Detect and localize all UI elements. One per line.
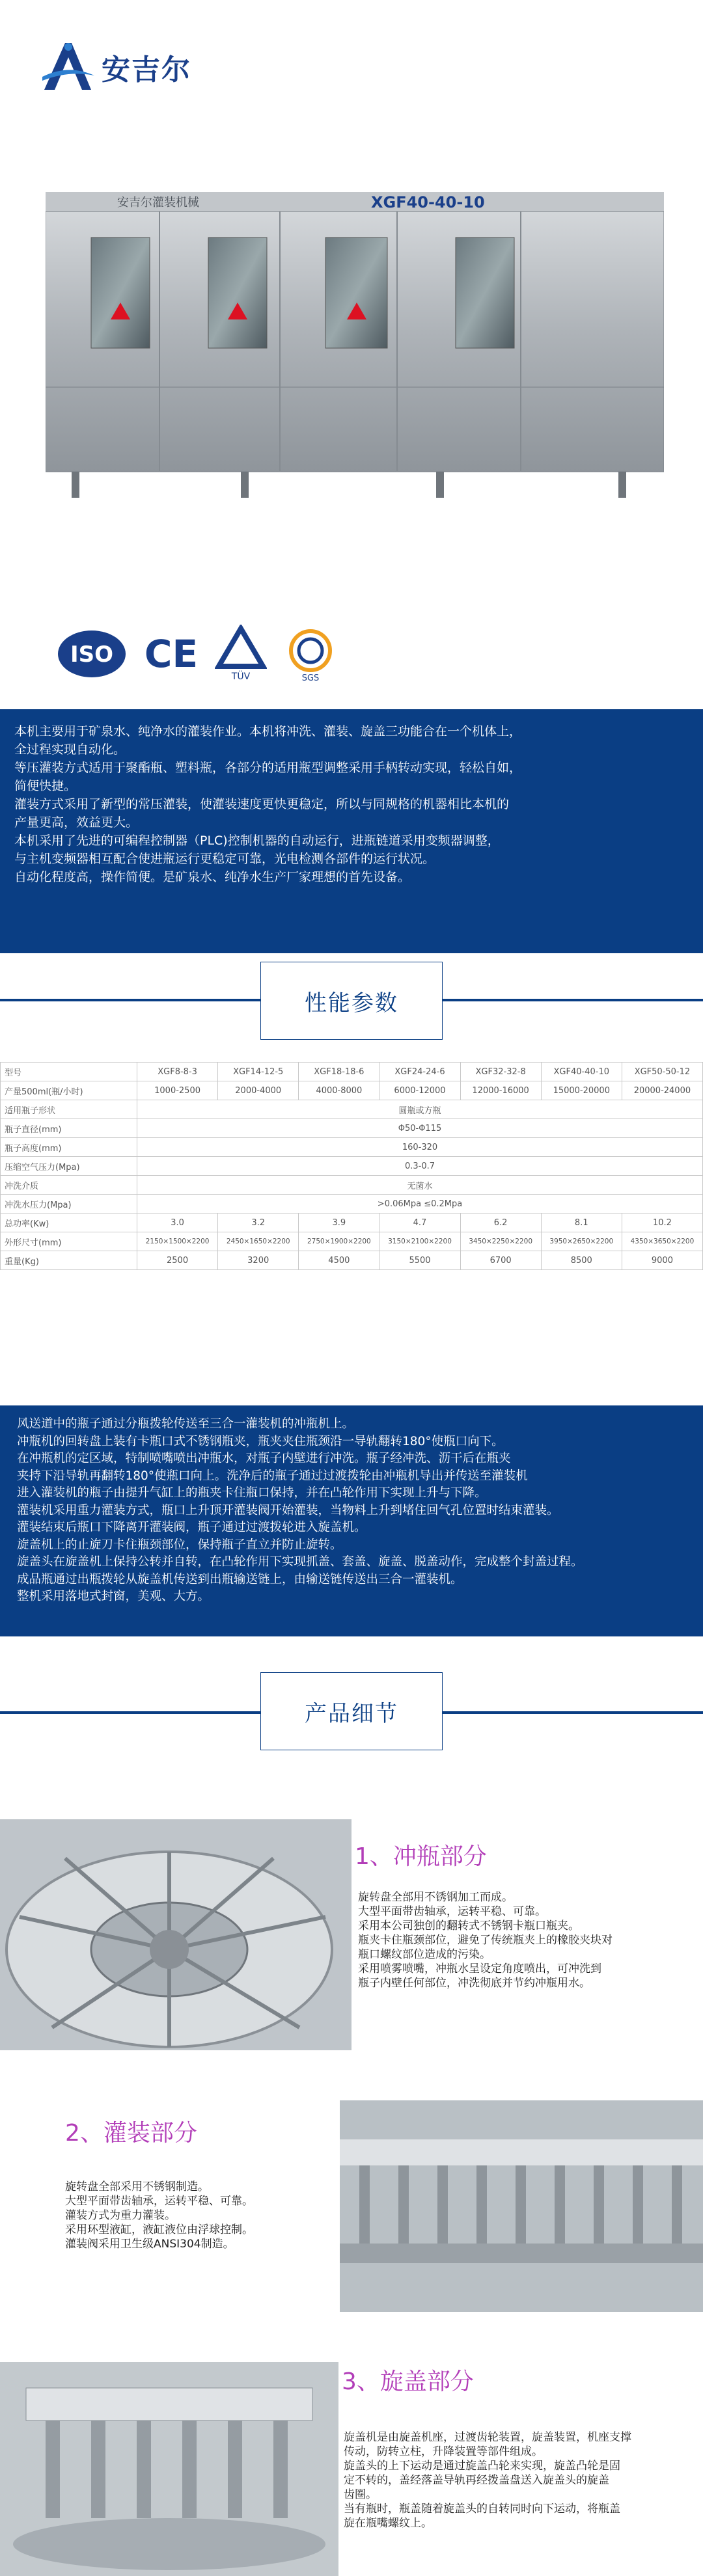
table-cell: 3950×2650×2200 — [541, 1232, 622, 1251]
description-line: 灌装方式采用了新型的常压灌装，使灌装速度更快更稳定，所以与同规格的机器相比本机的 — [14, 797, 510, 811]
row-label: 瓶子直径(mm) — [1, 1119, 137, 1138]
table-cell: 5500 — [379, 1251, 460, 1270]
specs-title: 性能参数 — [305, 990, 398, 1016]
row-label: 型号 — [1, 1063, 137, 1081]
process-line: 在冲瓶机的定区域，特制喷嘴喷出冲瓶水，对瓶子内壁进行冲洗。瓶子经冲洗、沥干后在瓶夹 — [17, 1452, 511, 1465]
table-cell: 3.0 — [137, 1213, 218, 1232]
table-row — [1, 1138, 703, 1157]
divider — [443, 1711, 703, 1714]
cap-line: 旋盖机是由旋盖机座，过渡齿轮装置，旋盖装置，机座支撑 — [344, 2431, 631, 2444]
svg-text:ISO: ISO — [70, 642, 114, 668]
description-text — [0, 709, 703, 886]
process-line: 灌装机采用重力灌装方式，瓶口上升顶开灌装阀开始灌装，当物料上升到堵住回气孔位置时结束灌装。 — [17, 1503, 559, 1517]
table-cell: XGF40-40-10 — [541, 1063, 622, 1081]
fill-title: 2、灌装部分 — [65, 2120, 197, 2147]
rinse-line: 瓶夹卡住瓶颈部位，避免了传统瓶夹上的橡胶夹块对 — [358, 1934, 613, 1947]
filling-machine-image — [46, 192, 664, 501]
sgs-icon — [281, 625, 340, 683]
svg-text:SGS: SGS — [301, 673, 320, 683]
cap-line: 旋在瓶嘴螺纹上。 — [344, 2517, 432, 2530]
table-cell: 8500 — [541, 1251, 622, 1270]
table-cell: 4.7 — [379, 1213, 460, 1232]
table-cell: 2000-4000 — [218, 1081, 299, 1100]
process-line: 冲瓶机的回转盘上装有卡瓶口式不锈钢瓶夹，瓶夹夹住瓶颈沿一导轨翻转180°使瓶口向下。 — [17, 1434, 504, 1448]
process-text — [0, 1405, 703, 1606]
details-title: 产品细节 — [305, 1700, 398, 1727]
cap-line: 传动，防转立柱，升降装置等部件组成。 — [344, 2445, 543, 2458]
row-label: 瓶子高度(mm) — [1, 1138, 137, 1157]
table-row — [1, 1119, 703, 1138]
description-panel — [0, 709, 703, 953]
process-line: 夹持下沿导轨再翻转180°使瓶口向上。洗净后的瓶子通过过渡拨轮由冲瓶机导出并传送至灌装机 — [17, 1469, 528, 1483]
row-label: 总功率(Kw) — [1, 1213, 137, 1232]
iso-icon — [56, 628, 128, 680]
svg-text:TÜV: TÜV — [231, 671, 251, 682]
rinse-text — [358, 1890, 613, 1990]
table-cell: 3.2 — [218, 1213, 299, 1232]
table-row — [1, 1063, 703, 1081]
ce-icon — [142, 628, 200, 680]
row-label: 重量(Kg) — [1, 1251, 137, 1270]
table-row — [1, 1251, 703, 1270]
process-line: 灌装结束后瓶口下降离开灌装阀，瓶子通过过渡拨轮进入旋盖机。 — [17, 1521, 366, 1534]
table-row — [1, 1081, 703, 1100]
process-line: 风送道中的瓶子通过分瓶拨轮传送至三合一灌装机的冲瓶机上。 — [17, 1417, 355, 1431]
table-cell: 6700 — [460, 1251, 541, 1270]
cap-text — [344, 2430, 631, 2530]
description-line: 等压灌装方式适用于聚酯瓶、塑料瓶，各部分的适用瓶型调整采用手柄转动实现，轻松自如， — [14, 761, 522, 775]
svg-text:CE: CE — [144, 632, 199, 676]
description-line: 全过程实现自动化。 — [14, 742, 126, 757]
divider — [0, 999, 260, 1001]
cap-line: 旋盖头的上下运动是通过旋盖凸轮来实现，旋盖凸轮是固 — [344, 2460, 620, 2473]
table-cell: 无菌水 — [137, 1176, 703, 1195]
table-cell: 12000-16000 — [460, 1081, 541, 1100]
rinser-photo — [0, 1819, 352, 2050]
row-label: 冲洗水压力(Mpa) — [1, 1195, 137, 1213]
filler-photo — [340, 2100, 703, 2312]
table-cell: 4000-8000 — [299, 1081, 379, 1100]
table-cell: 6.2 — [460, 1213, 541, 1232]
machine-plate-right: XGF40-40-10 — [371, 193, 485, 211]
table-cell: 4500 — [299, 1251, 379, 1270]
machine-plate-left: 安吉尔灌装机械 — [117, 196, 199, 210]
table-cell: 20000-24000 — [622, 1081, 702, 1100]
row-label: 冲洗介质 — [1, 1176, 137, 1195]
table-cell: 3.9 — [299, 1213, 379, 1232]
table-cell: 2150×1500×2200 — [137, 1232, 218, 1251]
process-line: 旋盖头在旋盖机上保持公转并自转，在凸轮作用下实现抓盖、套盖、旋盖、脱盖动作，完成整个封盖过程。 — [17, 1555, 583, 1569]
row-label: 产量500ml(瓶/小时) — [1, 1081, 137, 1100]
table-cell: 4350×3650×2200 — [622, 1232, 702, 1251]
table-cell: XGF32-32-8 — [460, 1063, 541, 1081]
table-cell: 圆瓶或方瓶 — [137, 1100, 703, 1119]
table-cell: 2450×1650×2200 — [218, 1232, 299, 1251]
table-cell: XGF8-8-3 — [137, 1063, 218, 1081]
row-label: 外形尺寸(mm) — [1, 1232, 137, 1251]
process-panel — [0, 1405, 703, 1636]
table-cell: 9000 — [622, 1251, 702, 1270]
rinse-line: 大型平面带齿轴承，运转平稳、可靠。 — [358, 1905, 546, 1918]
specs-heading — [260, 962, 443, 1040]
rinse-line: 旋转盘全部用不锈钢加工而成。 — [358, 1891, 513, 1904]
table-cell: 2500 — [137, 1251, 218, 1270]
rinse-line: 瓶口螺纹部位造成的污染。 — [358, 1948, 491, 1961]
capper-photo — [0, 2362, 338, 2576]
cap-line: 当有瓶时，瓶盖随着旋盖头的自转同时向下运动，将瓶盖 — [344, 2502, 620, 2515]
description-line: 与主机变频器相互配合使进瓶运行更稳定可靠，光电检测各部件的运行状况。 — [14, 852, 435, 866]
tuv-icon — [215, 625, 267, 683]
specs-table — [0, 1062, 703, 1270]
rinse-line: 采用本公司独创的翻转式不锈钢卡瓶口瓶夹。 — [358, 1919, 579, 1932]
rinse-line: 采用喷雾喷嘴，冲瓶水呈设定角度喷出，可冲洗到 — [358, 1962, 601, 1975]
certification-logos — [56, 618, 340, 690]
table-cell: 8.1 — [541, 1213, 622, 1232]
table-cell: >0.06Mpa ≤0.2Mpa — [137, 1195, 703, 1213]
table-cell: 3450×2250×2200 — [460, 1232, 541, 1251]
table-row — [1, 1232, 703, 1251]
table-cell: 160-320 — [137, 1138, 703, 1157]
brand-logo — [39, 38, 191, 96]
brand-name: 安吉尔 — [102, 53, 191, 87]
table-row — [1, 1195, 703, 1213]
fill-line: 大型平面带齿轴承，运转平稳、可靠。 — [65, 2195, 253, 2208]
table-row — [1, 1213, 703, 1232]
table-row — [1, 1157, 703, 1176]
table-cell: 0.3-0.7 — [137, 1157, 703, 1176]
fill-line: 灌装方式为重力灌装。 — [65, 2209, 176, 2222]
row-label: 压缩空气压力(Mpa) — [1, 1157, 137, 1176]
table-cell: 15000-20000 — [541, 1081, 622, 1100]
table-cell: 10.2 — [622, 1213, 702, 1232]
fill-line: 采用环型液缸，液缸液位由浮球控制。 — [65, 2223, 253, 2236]
process-line: 旋盖机上的止旋刀卡住瓶颈部位，保持瓶子直立并防止旋转。 — [17, 1538, 342, 1552]
table-cell: 2750×1900×2200 — [299, 1232, 379, 1251]
rinse-line: 瓶子内壁任何部位，冲洗彻底并节约冲瓶用水。 — [358, 1977, 590, 1990]
process-line: 进入灌装机的瓶子由提升气缸上的瓶夹卡住瓶口保持，并在凸轮作用下实现上升与下降。 — [17, 1486, 487, 1500]
description-line: 自动化程度高，操作简便。是矿泉水、纯净水生产厂家理想的首先设备。 — [14, 870, 411, 884]
cap-line: 齿圈。 — [344, 2488, 377, 2501]
cap-line: 定不转的，盖经落盖导轨再经拨盖盘送入旋盖头的旋盖 — [344, 2474, 609, 2487]
description-line: 简便快捷。 — [14, 779, 77, 793]
process-line: 整机采用落地式封窗，美观、大方。 — [17, 1590, 210, 1603]
table-cell: Φ50-Φ115 — [137, 1119, 703, 1138]
description-line: 产量更高，效益更大。 — [14, 815, 139, 830]
table-cell: XGF50-50-12 — [622, 1063, 702, 1081]
process-line: 成品瓶通过出瓶拨轮从旋盖机传送到出瓶输送链上，由输送链传送出三合一灌装机。 — [17, 1572, 463, 1586]
table-cell: 3150×2100×2200 — [379, 1232, 460, 1251]
table-row — [1, 1176, 703, 1195]
table-cell: 1000-2500 — [137, 1081, 218, 1100]
table-cell: XGF18-18-6 — [299, 1063, 379, 1081]
fill-text — [65, 2180, 253, 2251]
row-label: 适用瓶子形状 — [1, 1100, 137, 1119]
divider — [0, 1711, 260, 1714]
brand-logo-icon — [39, 38, 98, 96]
table-row — [1, 1100, 703, 1119]
divider — [443, 999, 703, 1001]
fill-line: 灌装阀采用卫生级ANSI304制造。 — [65, 2238, 234, 2251]
cap-title: 3、旋盖部分 — [342, 2368, 474, 2395]
table-cell: XGF24-24-6 — [379, 1063, 460, 1081]
details-heading — [260, 1672, 443, 1750]
description-line: 本机主要用于矿泉水、纯净水的灌装作业。本机将冲洗、灌装、旋盖三功能合在一个机体上， — [14, 724, 522, 739]
description-line: 本机采用了先进的可编程控制器（PLC)控制机器的自动运行，进瓶链道采用变频器调整， — [14, 834, 500, 848]
rinse-title: 1、冲瓶部分 — [355, 1843, 487, 1870]
table-cell: 3200 — [218, 1251, 299, 1270]
table-cell: XGF14-12-5 — [218, 1063, 299, 1081]
fill-line: 旋转盘全部采用不锈钢制造。 — [65, 2180, 209, 2193]
table-cell: 6000-12000 — [379, 1081, 460, 1100]
